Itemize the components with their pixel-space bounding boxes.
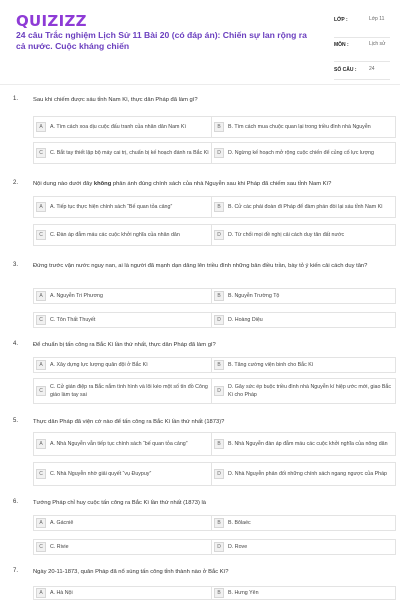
option-text: D. Ngừng kế hoạch mở rộng cuộc chiến để củng cố lực lượng [228, 150, 374, 156]
page-title: 24 câu Trắc nghiệm Lịch Sử 11 Bài 20 (có đáp án): Chiến sự lan rộng ra cả nước. Cuộc kháng chiến [16, 30, 307, 51]
subject-label: MÔN : [334, 42, 349, 48]
option-letter: D [214, 386, 224, 396]
question-text: Để chuẩn bị tấn công ra Bắc Kì lần thứ nhất, thực dân Pháp đã làm gì? [33, 342, 216, 348]
option-text: A. Nguyễn Tri Phương [50, 293, 103, 299]
option-b[interactable] [211, 515, 396, 531]
option-letter: B [214, 202, 224, 212]
option-text: B. Nhà Nguyễn đàn áp đẫm máu các cuộc khởi nghĩa của nông dân [228, 441, 388, 447]
option-letter: B [214, 439, 224, 449]
option-text: B. Nguyễn Trường Tộ [228, 293, 280, 299]
option-letter: C [36, 230, 46, 240]
question-text: Tướng Pháp chỉ huy cuộc tấn công ra Bắc Kì lần thứ nhất (1873) là [33, 500, 207, 506]
option-d[interactable] [211, 378, 396, 404]
option-c[interactable] [33, 462, 218, 486]
option-letter: C [36, 315, 46, 325]
question-count-value: 24 [369, 66, 375, 72]
subject-value: Lịch sử [369, 41, 386, 47]
question-number: 7. [13, 568, 19, 574]
option-text: C. Đàn áp đẫm máu các cuộc khởi nghĩa của nhân dân [50, 232, 180, 238]
option-a[interactable] [33, 432, 218, 456]
option-d[interactable] [211, 224, 396, 246]
option-letter: C [36, 148, 46, 158]
option-c[interactable] [33, 142, 218, 164]
option-b[interactable] [211, 288, 396, 304]
option-b[interactable] [211, 116, 396, 138]
option-text: C. Rivie [50, 544, 69, 550]
quizizz-logo: QUIZIZZ [16, 12, 87, 30]
option-text: B. Bôlaéc [228, 520, 251, 526]
option-text: A. Gácniê [50, 520, 74, 526]
option-b[interactable] [211, 357, 396, 373]
question-text-emphasis: không [93, 181, 112, 187]
option-letter: D [214, 542, 224, 552]
option-d[interactable] [211, 312, 396, 328]
question-count-label: SỐ CÂU : [334, 67, 357, 73]
option-letter: A [36, 518, 46, 528]
option-d[interactable] [211, 142, 396, 164]
option-text: C. Tôn Thất Thuyết [50, 317, 96, 323]
option-a[interactable] [33, 515, 218, 531]
option-letter: A [36, 291, 46, 301]
question-text: Sau khi chiếm được sáu tỉnh Nam Kì, thực dân Pháp đã làm gì? [33, 97, 198, 103]
option-text: C. Bắt tay thiết lập bộ máy cai trị, chuẩn bị kế hoạch đánh ra Bắc Kì [50, 150, 209, 156]
question-text: Đứng trước vận nước nguy nan, ai là người đã mạnh dạn dâng lên triều đình những bản điều trần, bày tỏ ý kiến cải cách duy tân? [33, 263, 368, 269]
option-letter: B [214, 360, 224, 370]
option-a[interactable] [33, 586, 218, 600]
question-number: 2. [13, 180, 19, 186]
option-b[interactable] [211, 432, 396, 456]
option-text: D. Hoàng Diệu [228, 317, 263, 323]
option-letter: B [214, 518, 224, 528]
option-text: A. Xây dựng lực lượng quân đội ở Bắc Kì [50, 362, 148, 368]
option-letter: D [214, 469, 224, 479]
option-c[interactable] [33, 224, 218, 246]
option-b[interactable] [211, 196, 396, 218]
option-d[interactable] [211, 462, 396, 486]
option-c[interactable] [33, 378, 218, 404]
question-number: 4. [13, 341, 19, 347]
option-a[interactable] [33, 196, 218, 218]
option-text: A. Tìm cách xoa dịu cuộc đấu tranh của nhân dân Nam Kì [50, 124, 186, 130]
option-letter: C [36, 542, 46, 552]
option-text: A. Tiếp tục thực hiện chính sách “Bế quan tỏa cảng” [50, 204, 173, 210]
question-text-part: Nội dung nào dưới đây [33, 181, 94, 187]
question-text-part: phản ánh đúng chính sách của nhà Nguyễn sau khi Pháp đã chiếm sau tỉnh Nam Kì? [111, 181, 332, 187]
option-c[interactable] [33, 539, 218, 555]
option-letter: D [214, 315, 224, 325]
option-b[interactable] [211, 586, 396, 600]
option-a[interactable] [33, 357, 218, 373]
option-text: A. Hà Nội [50, 590, 73, 596]
option-letter: D [214, 148, 224, 158]
question-number: 5. [13, 418, 19, 424]
option-letter: B [214, 588, 224, 598]
question-text: Thực dân Pháp đã viện cớ nào để tấn công ra Bắc Kì lần thứ nhất (1873)? [33, 419, 225, 425]
option-letter: C [36, 469, 46, 479]
question-number: 1. [13, 96, 19, 102]
option-text: C. Nhà Nguyễn nhờ giải quyết “vụ Đuypuy” [50, 471, 152, 477]
option-text: B. Tìm cách mua chuộc quan lại trong triều đình nhà Nguyễn [228, 124, 371, 130]
option-letter: A [36, 439, 46, 449]
option-text: D. Nhà Nguyễn phản đối những chính sách ngang ngược của Pháp [228, 471, 387, 477]
page-header [0, 0, 400, 86]
option-text: B. Tăng cường viện binh cho Bắc Kì [228, 362, 314, 368]
option-text: A. Nhà Nguyễn vẫn tiếp tục chính sách “bế quan tỏa cảng” [50, 441, 188, 447]
option-letter: B [214, 122, 224, 132]
class-value: Lớp 11 [369, 16, 385, 22]
option-text: C. Cử gián điệp ra Bắc nắm tình hình và lôi kéo một số tín đồ Công giáo làm tay sai [50, 384, 208, 398]
question-text [33, 180, 388, 189]
option-text: B. Hưng Yên [228, 590, 259, 596]
option-text: D. Rove [228, 544, 248, 550]
option-text: D. Gây sức ép buộc triều đình nhà Nguyễn kí hiệp ước mới, giao Bắc Kì cho Pháp [228, 384, 392, 398]
option-letter: B [214, 291, 224, 301]
option-a[interactable] [33, 116, 218, 138]
class-label: LỚP : [334, 17, 348, 23]
option-c[interactable] [33, 312, 218, 328]
option-letter: C [36, 386, 46, 396]
option-letter: A [36, 202, 46, 212]
option-text: D. Từ chối mọi đề nghị cải cách duy tân đất nước [228, 232, 345, 238]
question-number: 6. [13, 499, 19, 505]
option-letter: D [214, 230, 224, 240]
option-d[interactable] [211, 539, 396, 555]
option-letter: A [36, 360, 46, 370]
question-number: 3. [13, 262, 19, 268]
option-a[interactable] [33, 288, 218, 304]
option-letter: A [36, 122, 46, 132]
question-text: Ngày 20-11-1873, quân Pháp đã nổ súng tấn công tỉnh thành nào ở Bắc Kì? [33, 569, 229, 575]
option-letter: A [36, 588, 46, 598]
option-text: B. Cử các phái đoàn đi Pháp để đàm phán đòi lại sáu tỉnh Nam Kì [228, 204, 383, 210]
meta-box [334, 14, 390, 80]
header-divider [0, 84, 400, 85]
